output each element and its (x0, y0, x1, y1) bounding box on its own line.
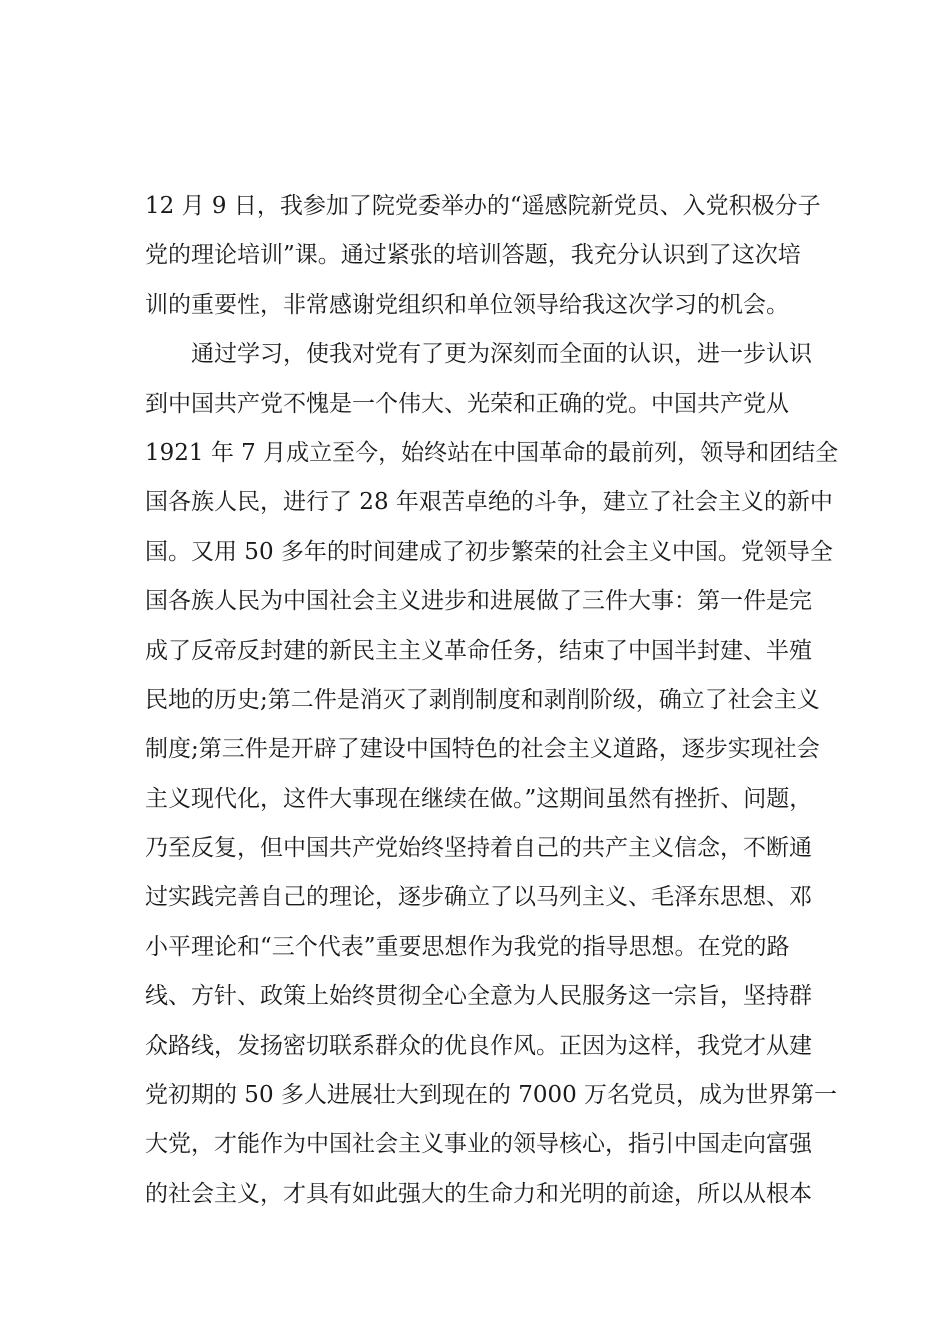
text-line: 到中国共产党不愧是一个伟大、光荣和正确的党。中国共产党从 (145, 390, 789, 417)
text-line: 1921 年 7 月成立至今，始终站在中国革命的最前列，领导和团结全 (145, 439, 839, 466)
text-line: 国。又用 50 多年的时间建成了初步繁荣的社会主义中国。党领导全 (145, 538, 833, 565)
text-line: 训的重要性，非常感谢党组织和单位领导给我这次学习的机会。 (145, 291, 789, 318)
text-line: 党的理论培训”课。通过紧张的培训答题，我充分认识到了这次培 (145, 242, 801, 269)
text-line: 成了反帝反封建的新民主主义革命任务，结束了中国半封建、半殖 (145, 637, 812, 664)
text-line: 大党，才能作为中国社会主义事业的领导核心，指引中国走向富强 (145, 1131, 812, 1158)
text-line: 国各族人民为中国社会主义进步和进展做了三件大事：第一件是完 (145, 588, 812, 615)
text-line: 民地的历史;第二件是消灭了剥削制度和剥削阶级，确立了社会主义 (145, 686, 820, 713)
text-line: 众路线，发扬密切联系群众的优良作风。正因为这样，我党才从建 (145, 1032, 812, 1059)
text-line: 国各族人民，进行了 28 年艰苦卓绝的斗争，建立了社会主义的新中 (145, 489, 833, 516)
text-line: 党初期的 50 多人进展壮大到现在的 7000 万名党员，成为世界第一 (145, 1082, 838, 1109)
text-line: 线、方针、政策上始终贯彻全心全意为人民服务这一宗旨，坚持群 (145, 983, 812, 1010)
paragraph-first-line: 通过学习，使我对党有了更为深刻而全面的认识，进一步认识 (191, 341, 812, 368)
text-line: 制度;第三件是开辟了建设中国特色的社会主义道路，逐步实现社会 (145, 736, 820, 763)
text-line: 的社会主义，才具有如此强大的生命力和光明的前途，所以从根本 (145, 1180, 812, 1207)
text-line: 12 月 9 日，我参加了院党委举办的“遥感院新党员、入党积极分子 (145, 193, 821, 219)
text-line: 乃至反复，但中国共产党始终坚持着自己的共产主义信念，不断通 (145, 835, 812, 862)
body-text (145, 182, 839, 1219)
text-line: 主义现代化，这件大事现在继续在做。”这期间虽然有挫折、问题， (145, 785, 813, 812)
text-line: 小平理论和“三个代表”重要思想作为我党的指导思想。在党的路 (145, 933, 790, 960)
text-line: 过实践完善自己的理论，逐步确立了以马列主义、毛泽东思想、邓 (145, 884, 812, 911)
